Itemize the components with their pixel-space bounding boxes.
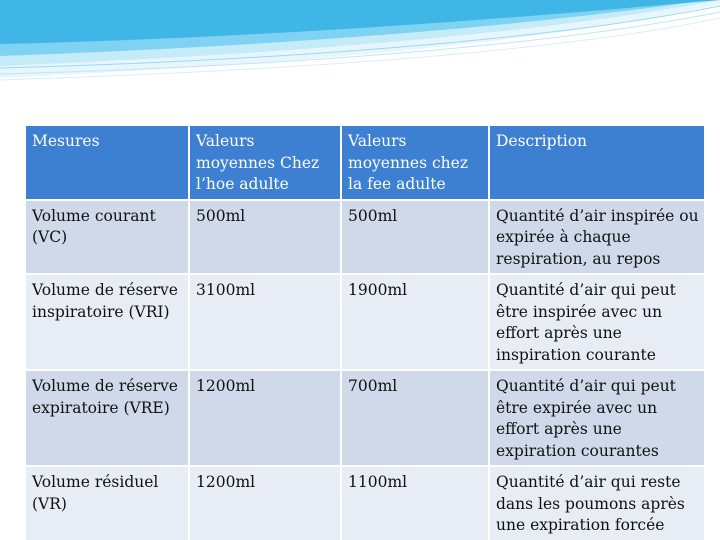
table-row — [26, 201, 704, 274]
cell-valeur-homme: 1200ml — [190, 371, 340, 465]
cell-mesure: Volume résiduel (VR) — [26, 467, 188, 540]
table-row — [26, 275, 704, 369]
table-row — [26, 371, 704, 465]
cell-description: Quantité d’air qui peut être expirée avec un effort après une expiration courantes — [490, 371, 704, 465]
cell-valeur-femme: 500ml — [342, 201, 488, 274]
cell-mesure: Volume de réserve inspiratoire (VRI) — [26, 275, 188, 369]
decorative-wave-banner — [0, 0, 720, 95]
respiratory-volumes-table-container — [24, 124, 704, 540]
cell-description: Quantité d’air qui reste dans les poumons après une expiration forcée — [490, 467, 704, 540]
cell-valeur-homme: 3100ml — [190, 275, 340, 369]
header-description: Description — [490, 126, 704, 199]
header-valeurs-femme: Valeurs moyennes chez la fee adulte — [342, 126, 488, 199]
cell-description: Quantité d’air qui peut être inspirée avec un effort après une inspiration courante — [490, 275, 704, 369]
header-valeurs-homme: Valeurs moyennes Chez l’hoe adulte — [190, 126, 340, 199]
cell-mesure: Volume de réserve expiratoire (VRE) — [26, 371, 188, 465]
respiratory-volumes-table — [24, 124, 704, 540]
cell-valeur-femme: 1100ml — [342, 467, 488, 540]
cell-description: Quantité d’air inspirée ou expirée à chaque respiration, au repos — [490, 201, 704, 274]
cell-valeur-femme: 700ml — [342, 371, 488, 465]
cell-valeur-femme: 1900ml — [342, 275, 488, 369]
header-mesures: Mesures — [26, 126, 188, 199]
cell-valeur-homme: 1200ml — [190, 467, 340, 540]
cell-mesure: Volume courant (VC) — [26, 201, 188, 274]
cell-valeur-homme: 500ml — [190, 201, 340, 274]
table-row — [26, 467, 704, 540]
table-header-row — [26, 126, 704, 199]
